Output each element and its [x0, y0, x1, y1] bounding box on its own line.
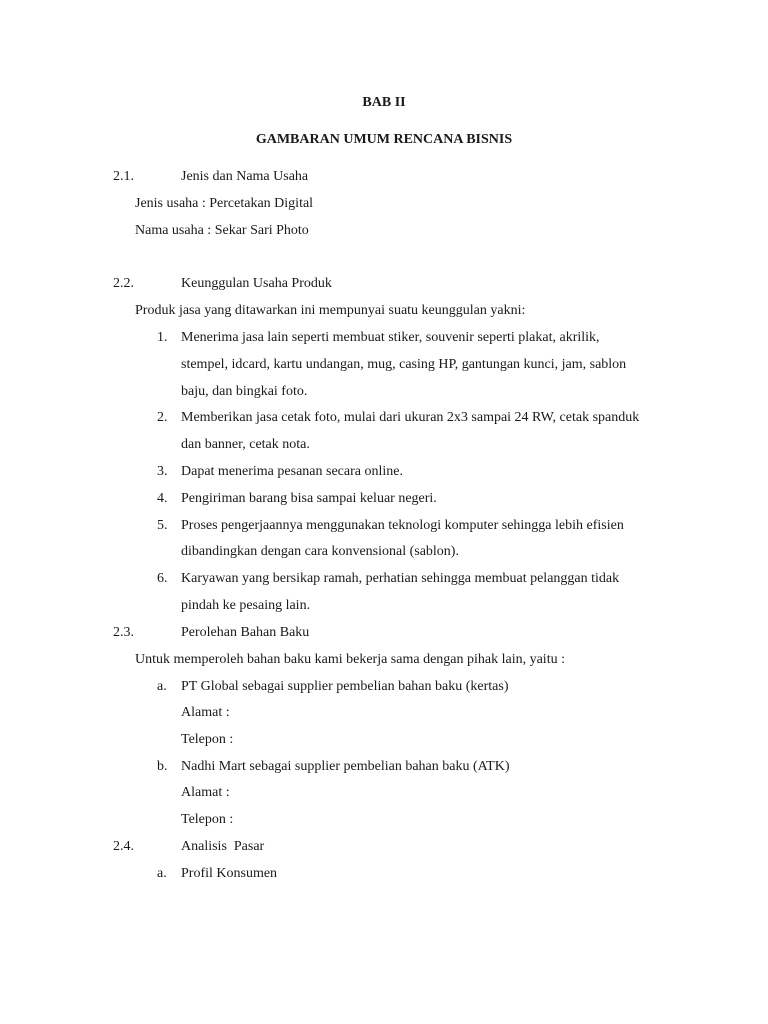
section-number: 2.3. [113, 625, 134, 640]
list-item-line: Memberikan jasa cetak foto, mulai dari ukuran 2x3 sampai 24 RW, cetak spanduk [181, 410, 640, 425]
list-item-line: Proses pengerjaannya menggunakan teknologi komputer sehingga lebih efisien [181, 518, 624, 533]
list-marker: 5. [157, 518, 168, 533]
list-marker: 1. [157, 330, 168, 345]
supplier-name: Nadhi Mart sebagai supplier pembelian bahan baku (ATK) [181, 759, 510, 774]
list-marker: b. [157, 759, 168, 774]
list-marker: 3. [157, 464, 168, 479]
section-heading: Perolehan Bahan Baku [181, 625, 310, 640]
list-item-line: stempel, idcard, kartu undangan, mug, casing HP, gantungan kunci, jam, sablon [181, 357, 627, 372]
section-number: 2.4. [113, 839, 134, 854]
list-item-line: Profil Konsumen [181, 866, 278, 881]
list-item-line: Menerima jasa lain seperti membuat stiker, souvenir seperti plakat, akrilik, [181, 330, 600, 345]
business-name: Nama usaha : Sekar Sari Photo [135, 223, 309, 238]
section-heading: Jenis dan Nama Usaha [181, 169, 309, 184]
supplier-phone: Telepon : [181, 812, 234, 827]
list-item-line: dan banner, cetak nota. [181, 437, 310, 452]
list-item-line: Dapat menerima pesanan secara online. [181, 464, 403, 479]
section-heading: Analisis Pasar [181, 839, 265, 854]
list-item-line: baju, dan bingkai foto. [181, 384, 308, 399]
supplier-phone: Telepon : [181, 732, 234, 747]
chapter-heading: BAB II [362, 95, 406, 110]
supplier-name: PT Global sebagai supplier pembelian bahan baku (kertas) [181, 679, 509, 694]
supplier-address: Alamat : [181, 705, 230, 720]
list-marker: 2. [157, 410, 168, 425]
section-heading: Keunggulan Usaha Produk [181, 276, 332, 291]
list-item-line: pindah ke pesaing lain. [181, 598, 311, 613]
list-marker: a. [157, 866, 167, 881]
section-number: 2.1. [113, 169, 134, 184]
list-item-line: Karyawan yang bersikap ramah, perhatian sehingga membuat pelanggan tidak [181, 571, 620, 586]
list-item-line: Pengiriman barang bisa sampai keluar negeri. [181, 491, 437, 506]
list-marker: 4. [157, 491, 168, 506]
section-intro: Produk jasa yang ditawarkan ini mempunyai suatu keunggulan yakni: [135, 303, 526, 318]
section-intro: Untuk memperoleh bahan baku kami bekerja sama dengan pihak lain, yaitu : [135, 652, 565, 667]
list-item-line: dibandingkan dengan cara konvensional (sablon). [181, 544, 459, 559]
page-title: GAMBARAN UMUM RENCANA BISNIS [255, 132, 513, 147]
business-type: Jenis usaha : Percetakan Digital [135, 196, 314, 211]
list-marker: 6. [157, 571, 168, 586]
supplier-address: Alamat : [181, 785, 230, 800]
list-marker: a. [157, 679, 167, 694]
section-number: 2.2. [113, 276, 134, 291]
